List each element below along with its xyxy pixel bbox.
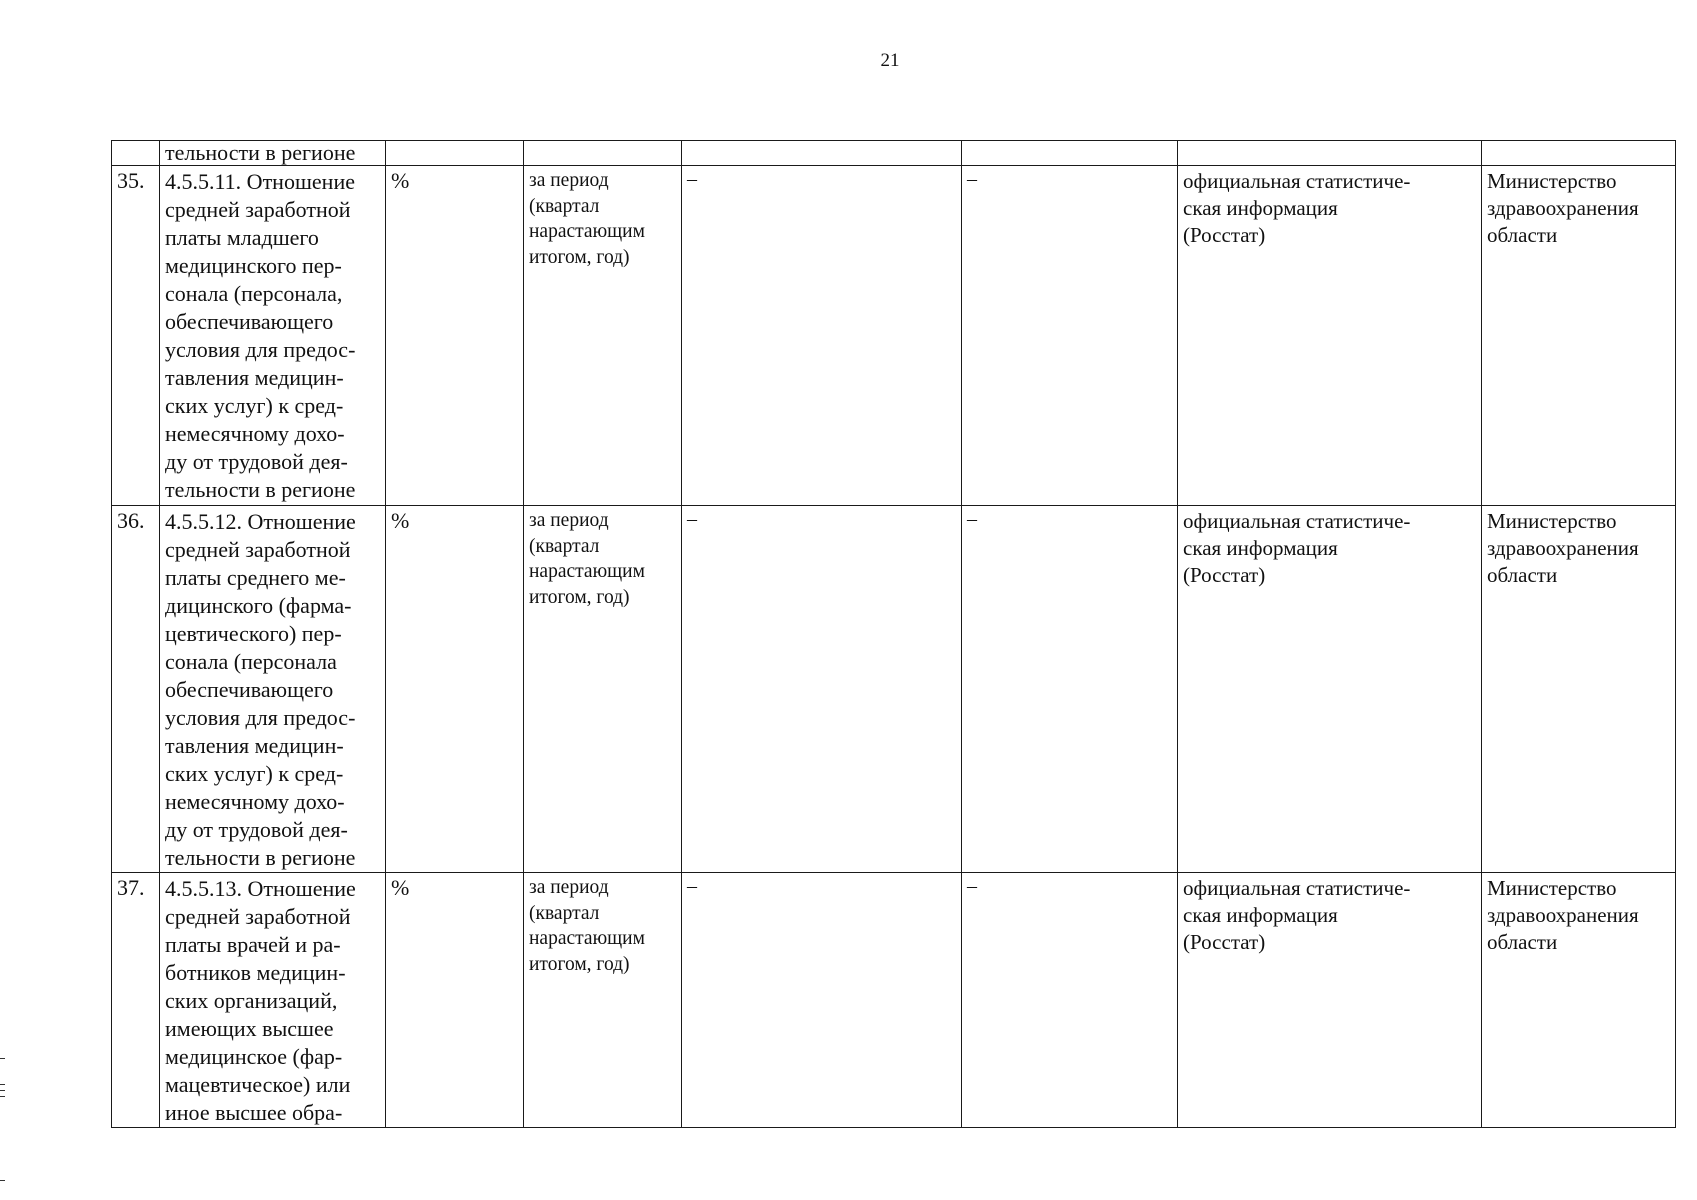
cell-indicator-name: 4.5.5.11. Отношение средней заработной платы младшего медицинского пер- сонала (персонала, обеспечивающего условия для предос- тавления медицин- ских услуг) к сред- немесячному дохо- ду от трудовой дея- тельности в регионе — [160, 166, 386, 506]
cell-period: за период (квартал нарастающим итогом, год) — [524, 506, 682, 873]
cell-period: за период (квартал нарастающим итогом, год) — [524, 166, 682, 506]
cell-source: официальная статистиче- ская информация (Росстат) — [1178, 506, 1482, 873]
cell-period — [524, 141, 682, 166]
cell-value-2: – — [962, 873, 1178, 1128]
margin-mark — [0, 1096, 5, 1097]
margin-mark — [0, 1090, 5, 1091]
cell-value-2 — [962, 141, 1178, 166]
cell-source: официальная статистиче- ская информация (Росстат) — [1178, 166, 1482, 506]
cell-indicator-name: тельности в регионе — [160, 141, 386, 166]
cell-unit: % — [386, 873, 524, 1128]
cell-value-2: – — [962, 506, 1178, 873]
cell-number: 37. — [112, 873, 160, 1128]
table-row — [112, 506, 1676, 873]
table-row-continuation — [112, 141, 1676, 166]
margin-mark — [0, 1084, 5, 1085]
cell-responsible: Министерство здравоохранения области — [1482, 873, 1676, 1128]
cell-unit: % — [386, 506, 524, 873]
cell-indicator-name: 4.5.5.12. Отношение средней заработной платы среднего ме- дицинского (фарма- цевтического) пер- сонала (персонала обеспечивающего условия для предос- тавления медицин- ских услуг) к сред- немесячному дохо- ду от трудовой дея- тельности в регионе — [160, 506, 386, 873]
margin-mark — [0, 1058, 5, 1059]
indicators-table — [111, 140, 1676, 1128]
cell-value-1: – — [682, 166, 962, 506]
cell-value-2: – — [962, 166, 1178, 506]
page-number: 21 — [880, 50, 900, 71]
cell-value-1: – — [682, 506, 962, 873]
cell-period: за период (квартал нарастающим итогом, год) — [524, 873, 682, 1128]
margin-mark — [0, 1180, 5, 1181]
cell-responsible: Министерство здравоохранения области — [1482, 506, 1676, 873]
cell-indicator-name: 4.5.5.13. Отношение средней заработной платы врачей и ра- ботников медицин- ских организаций, имеющих высшее медицинское (фар- мацевтическое) или иное высшее обра- — [160, 873, 386, 1128]
cell-responsible — [1482, 141, 1676, 166]
cell-source: официальная статистиче- ская информация (Росстат) — [1178, 873, 1482, 1128]
cell-value-1: – — [682, 873, 962, 1128]
table-row — [112, 873, 1676, 1128]
cell-unit — [386, 141, 524, 166]
cell-number: 36. — [112, 506, 160, 873]
cell-source — [1178, 141, 1482, 166]
cell-responsible: Министерство здравоохранения области — [1482, 166, 1676, 506]
table-row — [112, 166, 1676, 506]
cell-number: 35. — [112, 166, 160, 506]
cell-number — [112, 141, 160, 166]
cell-unit: % — [386, 166, 524, 506]
cell-value-1 — [682, 141, 962, 166]
